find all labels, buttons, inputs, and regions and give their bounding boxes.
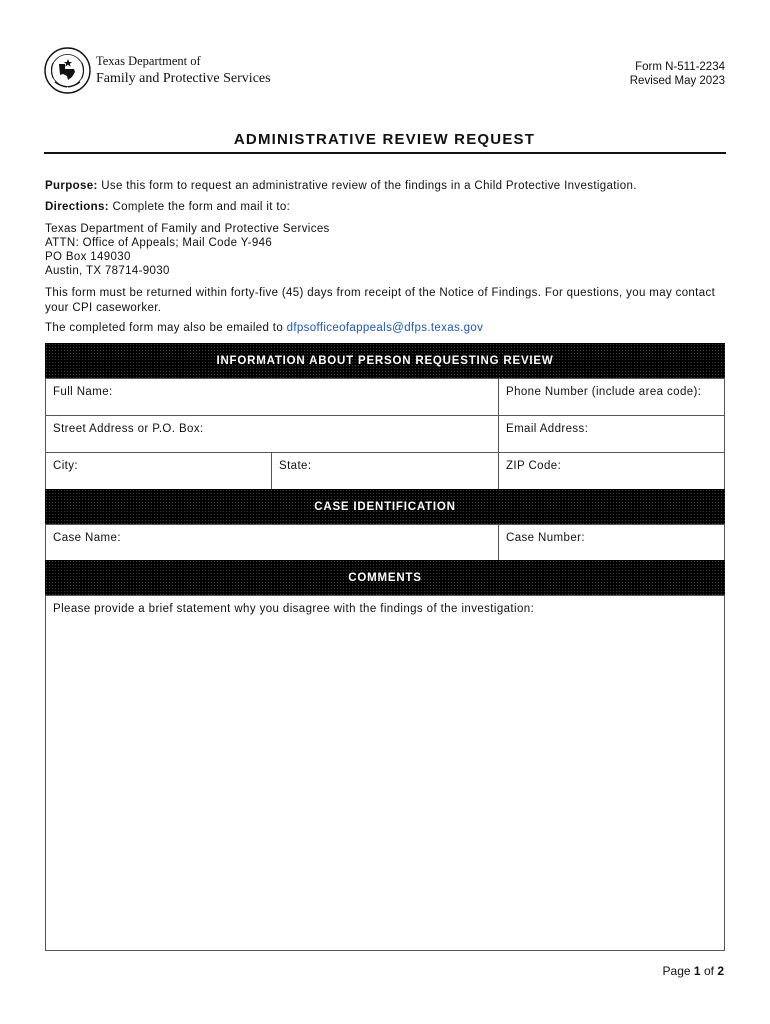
comments-section-title: COMMENTS [348, 571, 422, 584]
page-total: 2 [717, 964, 724, 978]
purpose-text: Use this form to request an administrative review of the findings in a Child Protective Investigation. [97, 180, 637, 192]
case-name-label: Case Name: [53, 532, 121, 544]
email-address-field[interactable] [498, 415, 725, 453]
case-section-header [45, 489, 725, 524]
email-notice [45, 321, 727, 336]
phone-number-field[interactable] [498, 378, 725, 416]
address-line-1: Texas Department of Family and Protective Services [45, 223, 330, 235]
agency-name-line1: Texas Department of [96, 54, 201, 68]
full-name-label: Full Name: [53, 386, 113, 398]
email-address-label: Email Address: [506, 423, 589, 435]
purpose-label: Purpose: [45, 180, 98, 192]
agency-seal-logo [44, 47, 91, 94]
case-section-title: CASE IDENTIFICATION [314, 500, 456, 513]
state-field[interactable] [271, 452, 499, 490]
page-number [663, 964, 724, 978]
revision-date: Revised May 2023 [629, 75, 725, 87]
comments-section-header [45, 560, 725, 595]
form-info [630, 60, 725, 88]
city-label: City: [53, 460, 78, 472]
mailing-address [45, 222, 727, 278]
case-name-field[interactable] [45, 524, 499, 561]
zip-code-label: ZIP Code: [506, 460, 562, 472]
agency-name-line2: Family and Protective Services [96, 71, 271, 86]
comments-textarea[interactable] [45, 595, 725, 951]
return-notice: This form must be returned within forty-five (45) days from receipt of the Notice of Findings. For questions, you may contact your CPI caseworker. [45, 287, 716, 314]
street-address-field[interactable] [45, 415, 499, 453]
directions-text: Complete the form and mail it to: [108, 201, 291, 213]
address-line-4: Austin, TX 78714-9030 [45, 265, 170, 277]
page-word: Page [662, 964, 691, 978]
form-number: Form N-511-2234 [635, 61, 725, 73]
directions-paragraph [45, 200, 727, 215]
address-line-3: PO Box 149030 [45, 251, 131, 263]
page-current: 1 [693, 964, 701, 978]
requester-section-header [45, 343, 725, 378]
city-field[interactable] [45, 452, 272, 490]
zip-code-field[interactable] [498, 452, 725, 490]
directions-label: Directions: [45, 201, 109, 213]
page-title: ADMINISTRATIVE REVIEW REQUEST [233, 131, 536, 148]
requester-section-title: INFORMATION ABOUT PERSON REQUESTING REVIEW [216, 354, 554, 367]
of-word: of [703, 964, 714, 978]
agency-name [96, 53, 271, 87]
purpose-paragraph [45, 179, 727, 194]
full-name-field[interactable] [45, 378, 499, 416]
phone-number-label: Phone Number (include area code): [506, 386, 702, 398]
title-divider [44, 152, 726, 154]
address-line-2: ATTN: Office of Appeals; Mail Code Y-946 [45, 237, 273, 249]
street-address-label: Street Address or P.O. Box: [53, 423, 204, 435]
comments-prompt: Please provide a brief statement why you disagree with the findings of the investigation: [53, 603, 535, 615]
state-label: State: [279, 460, 312, 472]
appeals-email-link[interactable]: dfpsofficeofappeals@dfps.texas.gov [286, 322, 484, 334]
email-notice-text: The completed form may also be emailed to [45, 322, 287, 334]
case-number-label: Case Number: [506, 532, 585, 544]
case-number-field[interactable] [498, 524, 725, 561]
